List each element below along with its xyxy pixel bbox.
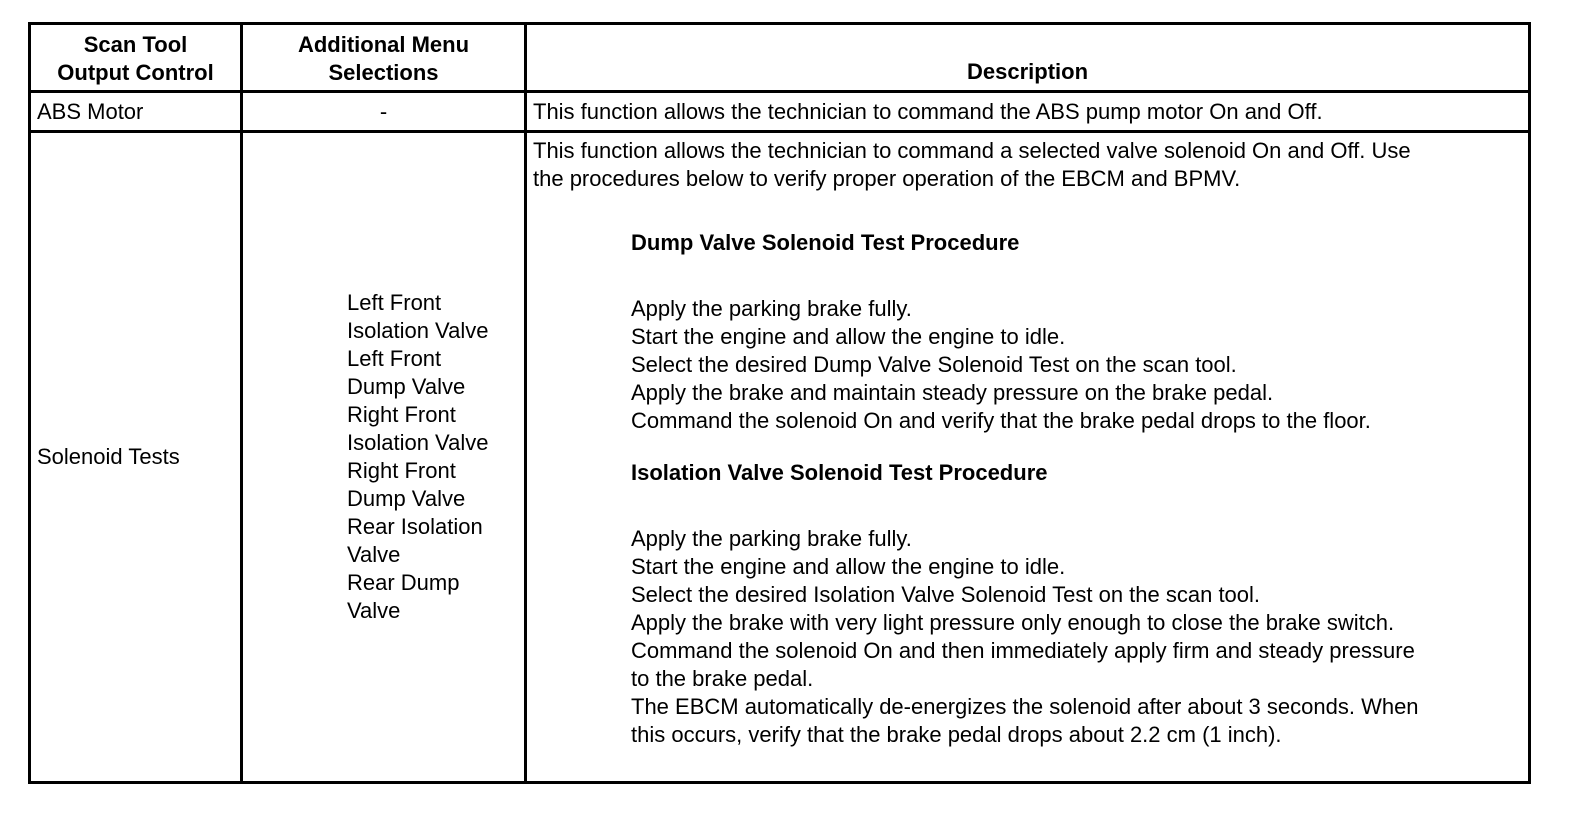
description-text: This function allows the technician to command a selected valve solenoid On and Off. Use bbox=[533, 138, 1411, 163]
scan-tool-output-control-table bbox=[28, 22, 1531, 784]
description-cell bbox=[526, 132, 1530, 783]
procedure-step: Apply the brake and maintain steady pressure on the brake pedal. bbox=[631, 380, 1274, 405]
header-text: Additional Menu bbox=[297, 32, 470, 57]
menu-selection-item: Dump Valve bbox=[347, 486, 466, 511]
procedure-step: Select the desired Dump Valve Solenoid Test on the scan tool. bbox=[631, 352, 1237, 377]
procedure-step: Apply the brake with very light pressure only enough to close the brake switch. bbox=[631, 610, 1395, 635]
menu-selection-item: Left Front bbox=[347, 290, 442, 315]
isolation-valve-procedure-steps bbox=[631, 525, 1520, 749]
menu-selection: - bbox=[242, 92, 526, 132]
menu-selection-item: Isolation Valve bbox=[347, 430, 489, 455]
procedure-step: The EBCM automatically de-energizes the solenoid after about 3 seconds. When bbox=[631, 694, 1419, 719]
procedure-step: Command the solenoid On and then immediately apply firm and steady pressure bbox=[631, 638, 1415, 663]
menu-selection-item: Rear Isolation bbox=[347, 514, 483, 539]
menu-selection-item: Right Front bbox=[347, 402, 456, 427]
procedure-step: Start the engine and allow the engine to idle. bbox=[631, 324, 1066, 349]
isolation-valve-procedure-title: Isolation Valve Solenoid Test Procedure bbox=[631, 460, 1048, 485]
menu-selection-list bbox=[242, 132, 526, 783]
header-row bbox=[30, 24, 1530, 92]
header-description: Description bbox=[526, 24, 1530, 92]
menu-selection-item: Left Front bbox=[347, 346, 442, 371]
procedure-step: to the brake pedal. bbox=[631, 666, 814, 691]
header-text: Output Control bbox=[57, 60, 214, 85]
header-scan-tool-output-control bbox=[30, 24, 242, 92]
description-intro bbox=[533, 137, 1520, 193]
description-text: This function allows the technician to command the ABS pump motor On and Off. bbox=[526, 92, 1530, 132]
table-row-abs-motor bbox=[30, 92, 1530, 132]
output-control-name: Solenoid Tests bbox=[30, 132, 242, 783]
procedure-step: Apply the parking brake fully. bbox=[631, 296, 912, 321]
menu-selection-item: Valve bbox=[347, 598, 401, 623]
procedure-step: Select the desired Isolation Valve Solenoid Test on the scan tool. bbox=[631, 582, 1261, 607]
menu-selection-item: Isolation Valve bbox=[347, 318, 489, 343]
dump-valve-procedure-steps bbox=[631, 295, 1520, 435]
menu-selection-item: Dump Valve bbox=[347, 374, 466, 399]
output-control-name: ABS Motor bbox=[30, 92, 242, 132]
header-additional-menu-selections bbox=[242, 24, 526, 92]
procedure-step: Command the solenoid On and verify that the brake pedal drops to the floor. bbox=[631, 408, 1371, 433]
procedure-step: Start the engine and allow the engine to idle. bbox=[631, 554, 1066, 579]
menu-selection-item: Rear Dump bbox=[347, 570, 460, 595]
menu-selection-item: Valve bbox=[347, 542, 401, 567]
dump-valve-procedure-title: Dump Valve Solenoid Test Procedure bbox=[631, 230, 1020, 255]
header-text: Scan Tool bbox=[83, 32, 188, 57]
table-row-solenoid-tests bbox=[30, 132, 1530, 783]
menu-selection-item: Right Front bbox=[347, 458, 456, 483]
description-text: the procedures below to verify proper operation of the EBCM and BPMV. bbox=[533, 166, 1241, 191]
procedure-step: this occurs, verify that the brake pedal drops about 2.2 cm (1 inch). bbox=[631, 722, 1282, 747]
procedure-step: Apply the parking brake fully. bbox=[631, 526, 912, 551]
header-text: Selections bbox=[328, 60, 439, 85]
